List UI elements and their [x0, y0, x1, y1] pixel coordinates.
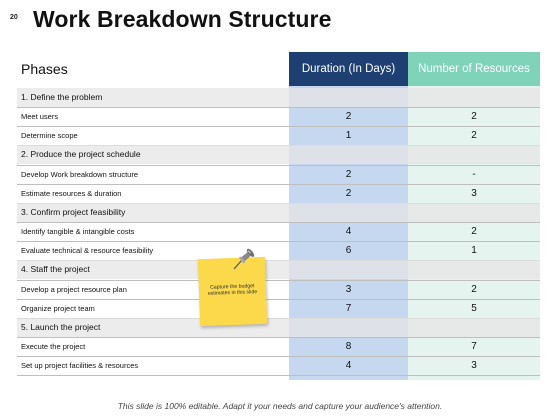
footer-text: This slide is 100% editable. Adapt it your needs and capture your audience's attention. [117, 401, 443, 411]
sticky-note-text: Capture the budget estimates in this slide [207, 283, 258, 297]
task-row [17, 241, 540, 260]
duration-cell [289, 318, 408, 337]
resources-cell: 1 [471, 245, 477, 257]
resources-cell: - [472, 168, 476, 180]
task-row [17, 107, 540, 126]
resources-cell: 2 [471, 283, 477, 295]
duration-cell: 2 [345, 111, 352, 123]
phases-header: Phases [21, 61, 68, 77]
duration-header: Duration (In Days) [289, 52, 408, 86]
resources-cell: 5 [471, 302, 477, 314]
phase-row [17, 203, 540, 222]
resources-header: Number of Resources [408, 52, 540, 86]
task-label: Evaluate technical & resource feasibility [21, 246, 154, 256]
duration-cell: 6 [345, 245, 352, 257]
duration-cell: 1 [345, 130, 352, 142]
resources-cell: 3 [471, 360, 477, 372]
task-label: Set up project facilities & resources [21, 361, 139, 371]
duration-cell [289, 88, 408, 107]
task-row [17, 126, 540, 145]
phase-row [17, 318, 540, 337]
task-row [17, 184, 540, 203]
task-row [17, 337, 540, 356]
phase-label: 2. Produce the project schedule [21, 149, 141, 160]
duration-cell: 2 [345, 168, 352, 180]
task-label: Meet users [21, 112, 59, 122]
duration-cell: 4 [345, 360, 352, 372]
phase-label: 3. Confirm project feasibility [21, 206, 126, 217]
duration-cell: 7 [345, 302, 352, 314]
row-divider [17, 375, 540, 376]
resources-cell: 7 [471, 340, 477, 352]
push-pin-icon [228, 247, 256, 273]
resources-cell: 3 [471, 187, 477, 199]
resources-cell: 2 [471, 111, 477, 123]
duration-cell: 4 [345, 226, 352, 238]
resources-cell [408, 260, 540, 279]
duration-cell [289, 203, 408, 222]
phase-row [17, 88, 540, 107]
duration-cell: 2 [345, 187, 352, 199]
task-label: Identify tangible & intangible costs [21, 227, 135, 237]
task-label: Execute the project [21, 341, 86, 351]
resources-cell [408, 88, 540, 107]
wbs-table [17, 52, 540, 380]
resources-cell [408, 145, 540, 164]
task-row [17, 165, 540, 184]
phase-label: 5. Launch the project [21, 321, 101, 332]
task-label: Develop Work breakdown structure [21, 169, 138, 179]
task-label: Develop a project resource plan [21, 284, 127, 294]
duration-cell [289, 260, 408, 279]
duration-cell: 3 [345, 283, 352, 295]
task-row [17, 356, 540, 375]
resources-cell: 2 [471, 130, 477, 142]
task-row [17, 222, 540, 241]
phase-row [17, 145, 540, 164]
task-row [17, 280, 540, 299]
task-label: Estimate resources & duration [21, 188, 122, 198]
duration-cell: 8 [345, 340, 352, 352]
duration-cell [289, 145, 408, 164]
task-label: Determine scope [21, 131, 78, 141]
task-row [17, 299, 540, 318]
slide-number: 20 [10, 14, 18, 21]
slide-title: Work Breakdown Structure [33, 6, 332, 32]
phase-label: 1. Define the problem [21, 92, 103, 102]
phase-label: 4. Staff the project [21, 264, 90, 275]
resources-cell: 2 [471, 226, 477, 238]
phase-row [17, 260, 540, 279]
task-label: Organize project team [21, 303, 95, 313]
resources-cell [408, 203, 540, 222]
resources-cell [408, 318, 540, 337]
